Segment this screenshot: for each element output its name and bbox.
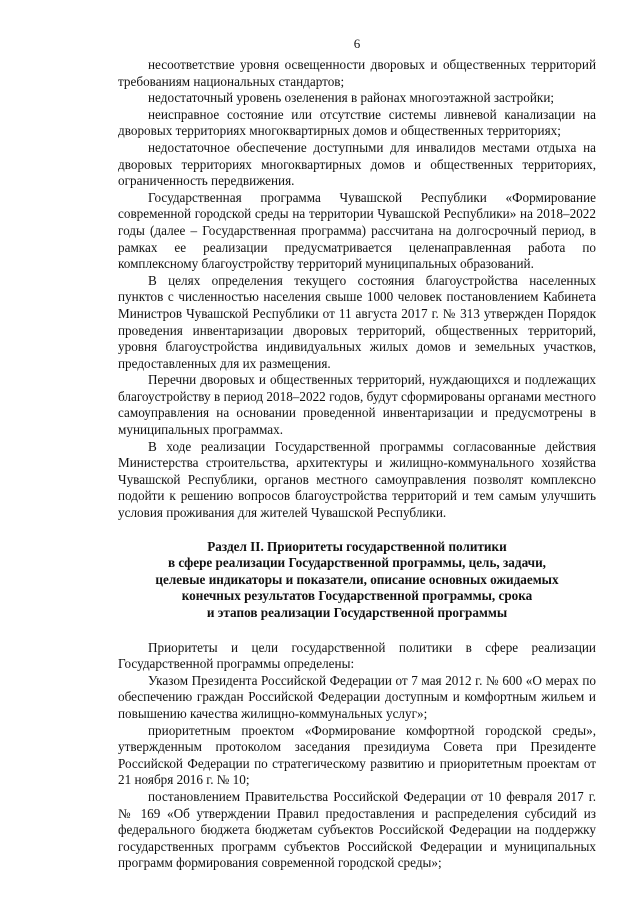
section-heading-line: Раздел II. Приоритеты государственной политики	[207, 538, 507, 554]
section-heading	[118, 539, 596, 622]
paragraph: приоритетным проектом «Формирование комфортной городской среды», утвержденным протоколом заседания президиума Совета при Президенте Российской Федерации по стратегическому развитию и приоритетным проектам от 21 ноября 2016 г. № 10;	[118, 722, 596, 788]
paragraph: Государственная программа Чувашской Республики «Формирование современной городской среды на территории Чувашской Республики» на 2018–2022 годы (далее – Государственная программа) рассчитана на долгосрочный период, в рамках ее реализации предусматривается целенаправленная работа по комплексному благоустройству территорий муниципальных образований.	[118, 189, 596, 272]
paragraphs-before	[118, 57, 596, 522]
section-heading-line: и этапов реализации Государственной программы	[206, 605, 508, 620]
paragraph: постановлением Правительства Российской Федерации от 10 февраля 2017 г. № 169 «Об утверждении Правил предоставления и распределения субсидий из федерального бюджета бюджетам субъектов Российской Федерации на поддержку государственных программ субъектов Российской Федерации и муниципальных программ формирования современной городской среды»;	[118, 788, 596, 871]
paragraph: В ходе реализации Государственной программы согласованные действия Министерства строительства, архитектуры и жилищно-коммунального хозяйства Чувашской Республики, органов местного самоуправления позволят комплексно подойти к решению вопросов благоустройства территорий и тем самым улучшить условия проживания для жителей Чувашской Республики.	[118, 438, 596, 521]
paragraph: недостаточное обеспечение доступными для инвалидов местами отдыха на дворовых территориях многоквартирных домов и общественных территориях, ограниченность передвижения.	[118, 139, 596, 189]
paragraph: Указом Президента Российской Федерации от 7 мая 2012 г. № 600 «О мерах по обеспечению граждан Российской Федерации доступным и комфортным жильем и повышению качества жилищно-коммунальных услуг»;	[118, 672, 596, 721]
paragraph: Приоритеты и цели государственной политики в сфере реализации Государственной программы определены:	[118, 639, 596, 672]
page-number: 6	[353, 36, 361, 51]
paragraph: недостаточный уровень озеленения в районах многоэтажной застройки;	[148, 90, 555, 106]
section-heading-line: конечных результатов Государственной программы, срока	[181, 588, 533, 604]
document-page	[118, 37, 596, 872]
paragraph: Перечни дворовых и общественных территорий, нуждающихся и подлежащих благоустройству в период 2018–2022 годов, будут сформированы органами местного самоуправления на основании проведенной инвентаризации и предусмотрены в муниципальных программах.	[118, 372, 596, 438]
paragraph: В целях определения текущего состояния благоустройства населенных пунктов с численностью населения свыше 1000 человек постановлением Кабинета Министров Чувашской Республики от 11 августа 2017 г. № 313 утвержден Порядок проведения инвентаризации дворовых территорий, общественных территорий, уровня благоустройства индивидуальных жилых домов и земельных участков, предоставленных для их размещения.	[118, 272, 596, 371]
section-heading-line: целевые индикаторы и показатели, описание основных ожидаемых	[155, 571, 559, 587]
paragraph: несоответствие уровня освещенности дворовых и общественных территорий требованиям национальных стандартов;	[118, 57, 596, 89]
paragraphs-after	[118, 640, 596, 872]
paragraph: неисправное состояние или отсутствие системы ливневой канализации на дворовых территориях многоквартирных домов и общественных территориях;	[118, 106, 596, 139]
section-heading-line: в сфере реализации Государственной программы, цель, задачи,	[168, 555, 546, 571]
